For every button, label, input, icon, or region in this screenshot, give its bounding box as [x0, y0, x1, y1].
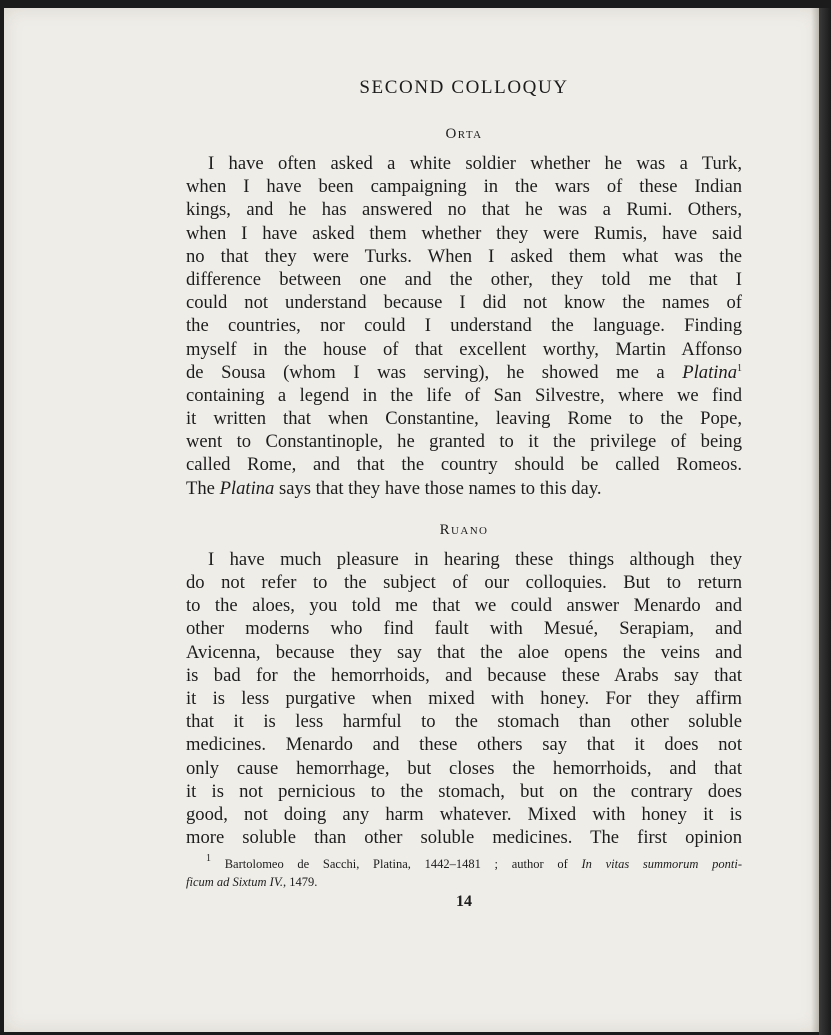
paragraph-line: Avicenna, because they say that the aloe opens the veins and: [186, 641, 742, 663]
italic-platina: Platina: [219, 477, 275, 499]
footnote-italic: In vitas summorum ponti-: [581, 857, 743, 872]
footnote-line: [186, 855, 742, 873]
text-block: [186, 74, 742, 911]
paragraph-line-last: [186, 477, 742, 500]
paragraph-ruano: [186, 548, 742, 849]
footnote-line: [186, 873, 742, 891]
paragraph-line: went to Constantinople, he granted to it the privilege of being: [186, 431, 742, 453]
section-gap: [186, 500, 742, 520]
paragraph-line-with-platina: [186, 361, 742, 384]
line-text: says that they have those names to this day.: [278, 477, 602, 499]
speaker-heading-ruano: [186, 520, 742, 540]
paragraph-line: could not understand because I did not know the names of: [186, 292, 742, 314]
paragraph-line: it is less purgative when mixed with honey. For they affirm: [186, 687, 742, 709]
paragraph-line: it written that when Constantine, leaving Rome to the Pope,: [186, 408, 742, 430]
speaker-name: Ruano: [439, 521, 489, 538]
paragraph-line: when I have asked them whether they were Rumis, have said: [186, 222, 742, 244]
speaker-name: Orta: [445, 126, 483, 142]
paragraph-line: that it is less harmful to the stomach than other soluble: [186, 711, 742, 733]
footnote-text: , 1479.: [282, 875, 318, 890]
paragraph-line: more soluble than other soluble medicines. The first opinion: [186, 827, 742, 849]
paragraph-line: no that they were Turks. When I asked them what was the: [186, 245, 742, 267]
paragraph-line: difference between one and the other, they told me that I: [186, 268, 742, 290]
paragraph-line: I have much pleasure in hearing these things although they: [208, 548, 742, 570]
paragraph-line: the countries, nor could I understand the language. Finding: [186, 315, 742, 337]
paragraph-orta: [186, 152, 742, 500]
page-number: 14: [456, 893, 472, 911]
footnote-text: Bartolomeo de Sacchi, Platina, 1442–1481 ; author of: [224, 857, 568, 872]
paragraph-line: do not refer to the subject of our colloquies. But to return: [186, 572, 742, 593]
footnote-mark: 1: [206, 853, 211, 865]
footnote-italic: ficum ad Sixtum IV.: [186, 875, 283, 890]
book-page: [4, 8, 819, 1032]
paragraph-line: called Rome, and that the country should be called Romeos.: [186, 454, 742, 476]
paragraph-line: when I have been campaigning in the wars of these Indian: [186, 176, 742, 198]
speaker-heading-orta: [186, 124, 742, 144]
paragraph-line: kings, and he has answered no that he was a Rumi. Others,: [186, 199, 742, 221]
line-prefix: The: [186, 477, 215, 499]
paragraph-line: other moderns who find fault with Mesué, Serapiam, and: [186, 618, 742, 640]
paragraph-line: to the aloes, you told me that we could answer Menardo and: [186, 595, 742, 617]
footnote: [186, 855, 742, 891]
paragraph-line: it is not pernicious to the stomach, but on the contrary does: [186, 780, 742, 802]
page-edge-shadow: [811, 8, 819, 1032]
paragraph-line: medicines. Menardo and these others say that it does not: [186, 734, 742, 756]
running-head: SECOND COLLOQUY: [359, 77, 569, 98]
paragraph-line: myself in the house of that excellent worthy, Martin Affonso: [186, 338, 742, 360]
line-text: de Sousa (whom I was serving), he showed me a: [186, 361, 665, 383]
paragraph-line: only cause hemorrhage, but closes the hemorrhoids, and that: [186, 757, 742, 779]
footnote-mark: 1: [737, 362, 742, 374]
italic-platina: Platina: [682, 361, 737, 383]
binding-edge: [819, 8, 831, 1035]
paragraph-line: containing a legend in the life of San Silvestre, where we find: [186, 384, 742, 406]
paragraph-line: is bad for the hemorrhoids, and because these Arabs say that: [186, 664, 742, 686]
paragraph-line: I have often asked a white soldier whether he was a Turk,: [208, 153, 742, 174]
paragraph-line: good, not doing any harm whatever. Mixed with honey it is: [186, 803, 742, 825]
